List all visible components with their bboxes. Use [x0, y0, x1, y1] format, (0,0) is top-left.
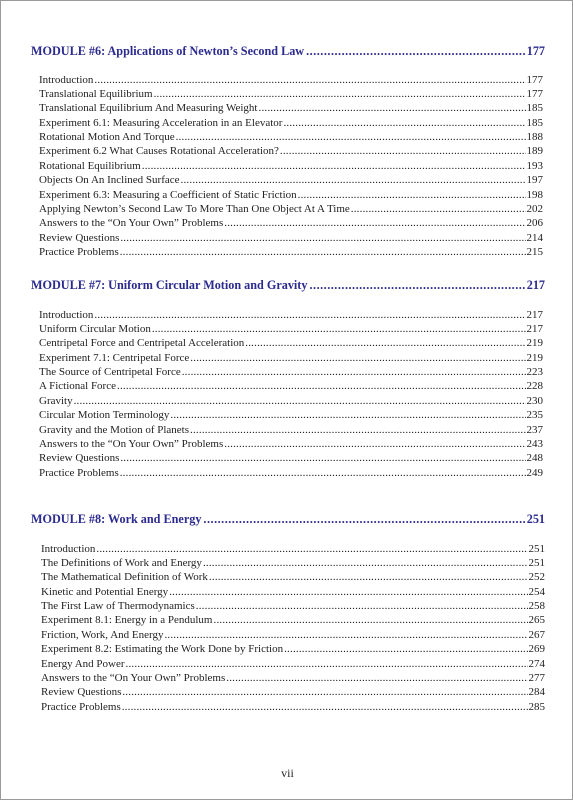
dot-leader	[169, 585, 527, 599]
entry-page-number: 237	[526, 423, 543, 436]
dot-leader	[309, 277, 524, 293]
entry-page-number: 189	[526, 145, 543, 158]
entry-page-number: 217	[526, 322, 543, 335]
toc-entry	[39, 130, 543, 144]
dot-leader	[306, 43, 525, 59]
dot-leader	[120, 466, 526, 480]
entry-page-number: 185	[526, 102, 543, 115]
entry-title: Objects On An Inclined Surface	[39, 174, 180, 187]
module-page-number: 251	[526, 512, 545, 526]
module-page-number: 177	[526, 44, 545, 58]
entry-title: Introduction	[41, 542, 96, 555]
toc-entry	[39, 159, 543, 173]
dot-leader	[152, 322, 526, 336]
entry-page-number: 285	[528, 700, 545, 713]
entry-title: Review Questions	[39, 452, 120, 465]
entry-title: Uniform Circular Motion	[39, 322, 151, 335]
entry-title: Applying Newton’s Second Law To More Than One Object At A Time	[39, 203, 350, 216]
dot-leader	[203, 556, 528, 570]
dot-leader	[122, 700, 528, 714]
page-number: vii	[281, 766, 294, 780]
toc-entry	[39, 408, 543, 422]
dot-leader	[190, 423, 525, 437]
toc-entry	[39, 379, 543, 393]
toc-entry	[41, 685, 545, 699]
entry-page-number: 243	[526, 438, 543, 451]
entry-page-number: 284	[528, 686, 545, 699]
entry-page-number: 235	[526, 409, 543, 422]
dot-leader	[214, 613, 528, 627]
module-title: MODULE #7: Uniform Circular Motion and Gravity	[31, 278, 308, 292]
module-entries	[39, 308, 543, 481]
entry-title: Rotational Motion And Torque	[39, 131, 175, 144]
entry-page-number: 193	[526, 159, 543, 172]
dot-leader	[74, 394, 526, 408]
dot-leader	[122, 685, 527, 699]
module-heading	[31, 43, 545, 59]
entry-title: Experiment 8.2: Estimating the Work Done by Friction	[41, 643, 284, 656]
entry-page-number: 217	[526, 308, 543, 321]
dot-leader	[196, 599, 528, 613]
entry-title: Experiment 8.1: Energy in a Pendulum	[41, 614, 213, 627]
toc-entry	[41, 613, 545, 627]
dot-leader	[224, 216, 525, 230]
entry-title: Experiment 6.2 What Causes Rotational Acceleration?	[39, 145, 279, 158]
entry-page-number: 223	[526, 366, 543, 379]
entry-title: Answers to the “On Your Own” Problems	[41, 672, 226, 685]
toc-entry	[39, 144, 543, 158]
entry-page-number: 197	[526, 174, 543, 187]
dot-leader	[170, 408, 525, 422]
module-entries	[39, 73, 543, 260]
dot-leader	[226, 671, 527, 685]
dot-leader	[181, 173, 526, 187]
module-entries	[41, 542, 545, 715]
entry-title: Practice Problems	[41, 700, 121, 713]
dot-leader	[164, 628, 527, 642]
module-heading	[31, 511, 545, 527]
entry-page-number: 206	[526, 217, 543, 230]
toc-entry	[41, 671, 545, 685]
dot-leader	[120, 231, 525, 245]
entry-page-number: 185	[526, 116, 543, 129]
toc-entry	[41, 700, 545, 714]
entry-title: The First Law of Thermodynamics	[41, 600, 195, 613]
entry-title: Experiment 6.1: Measuring Acceleration in an Elevator	[39, 116, 283, 129]
toc-entry	[39, 423, 543, 437]
dot-leader	[224, 437, 525, 451]
dot-leader	[120, 451, 525, 465]
entry-title: Circular Motion Terminology	[39, 409, 170, 422]
toc-entry	[41, 542, 545, 556]
entry-page-number: 219	[526, 351, 543, 364]
entry-page-number: 249	[526, 466, 543, 479]
toc-entry	[39, 245, 543, 259]
toc-entry	[39, 336, 543, 350]
dot-leader	[94, 73, 525, 87]
dot-leader	[245, 336, 525, 350]
entry-title: Translational Equilibrium	[39, 87, 153, 100]
entry-page-number: 265	[528, 614, 545, 627]
dot-leader	[96, 542, 527, 556]
toc-entry	[39, 87, 543, 101]
entry-title: Experiment 7.1: Centripetal Force	[39, 351, 190, 364]
toc-entry	[39, 466, 543, 480]
entry-title: Introduction	[39, 73, 94, 86]
toc-entry	[41, 570, 545, 584]
dot-leader	[203, 511, 524, 527]
dot-leader	[284, 642, 527, 656]
toc-entry	[39, 365, 543, 379]
toc-entry	[39, 322, 543, 336]
entry-title: Practice Problems	[39, 466, 119, 479]
entry-page-number: 202	[526, 203, 543, 216]
entry-page-number: 269	[528, 643, 545, 656]
dot-leader	[142, 159, 526, 173]
dot-leader	[94, 308, 525, 322]
entry-title: Energy And Power	[41, 657, 125, 670]
entry-title: Answers to the “On Your Own” Problems	[39, 438, 224, 451]
toc-entry	[41, 599, 545, 613]
entry-title: Translational Equilibrium And Measuring Weight	[39, 102, 258, 115]
entry-page-number: 215	[526, 246, 543, 259]
dot-leader	[126, 657, 528, 671]
module-page-number: 217	[526, 278, 545, 292]
entry-title: Practice Problems	[39, 246, 119, 259]
dot-leader	[280, 144, 526, 158]
toc-entry	[39, 116, 543, 130]
entry-page-number: 228	[526, 380, 543, 393]
dot-leader	[259, 101, 526, 115]
entry-title: Review Questions	[41, 686, 122, 699]
entry-page-number: 230	[526, 394, 543, 407]
entry-page-number: 219	[526, 337, 543, 350]
entry-title: Experiment 6.3: Measuring a Coefficient of Static Friction	[39, 188, 297, 201]
entry-title: A Fictional Force	[39, 380, 116, 393]
dot-leader	[117, 379, 526, 393]
dot-leader	[283, 116, 525, 130]
entry-title: The Source of Centripetal Force	[39, 366, 181, 379]
entry-page-number: 251	[528, 542, 545, 555]
dot-leader	[190, 351, 525, 365]
dot-leader	[182, 365, 526, 379]
entry-title: Introduction	[39, 308, 94, 321]
toc-entry	[41, 657, 545, 671]
toc-entry	[41, 585, 545, 599]
toc-entry	[41, 628, 545, 642]
dot-leader	[154, 87, 526, 101]
entry-page-number: 277	[528, 672, 545, 685]
entry-page-number: 198	[526, 188, 543, 201]
toc-entry	[39, 437, 543, 451]
toc-entry	[39, 101, 543, 115]
entry-page-number: 254	[528, 585, 545, 598]
toc-entry	[39, 202, 543, 216]
entry-title: The Definitions of Work and Energy	[41, 556, 202, 569]
entry-page-number: 274	[528, 657, 545, 670]
entry-page-number: 251	[528, 556, 545, 569]
dot-leader	[351, 202, 526, 216]
entry-page-number: 248	[526, 452, 543, 465]
entry-page-number: 177	[526, 87, 543, 100]
toc-entry	[39, 231, 543, 245]
module-title: MODULE #8: Work and Energy	[31, 512, 202, 526]
entry-title: Gravity	[39, 394, 73, 407]
entry-title: The Mathematical Definition of Work	[41, 571, 208, 584]
entry-page-number: 258	[528, 600, 545, 613]
dot-leader	[120, 245, 526, 259]
entry-title: Gravity and the Motion of Planets	[39, 423, 190, 436]
toc-entry	[41, 556, 545, 570]
entry-title: Rotational Equilibrium	[39, 159, 141, 172]
toc-entry	[39, 308, 543, 322]
toc-entry	[39, 188, 543, 202]
entry-page-number: 252	[528, 571, 545, 584]
toc-entry	[41, 642, 545, 656]
entry-page-number: 177	[526, 73, 543, 86]
dot-leader	[176, 130, 526, 144]
toc-entry	[39, 451, 543, 465]
toc-entry	[39, 351, 543, 365]
entry-page-number: 214	[526, 231, 543, 244]
toc-entry	[39, 173, 543, 187]
dot-leader	[298, 188, 526, 202]
entry-title: Kinetic and Potential Energy	[41, 585, 169, 598]
entry-title: Review Questions	[39, 231, 120, 244]
entry-title: Answers to the “On Your Own” Problems	[39, 217, 224, 230]
entry-title: Friction, Work, And Energy	[41, 628, 164, 641]
module-title: MODULE #6: Applications of Newton’s Second Law	[31, 44, 305, 58]
toc-entry	[39, 73, 543, 87]
entry-page-number: 267	[528, 628, 545, 641]
entry-page-number: 188	[526, 131, 543, 144]
dot-leader	[209, 570, 528, 584]
toc-entry	[39, 394, 543, 408]
toc-entry	[39, 216, 543, 230]
module-heading	[31, 277, 545, 293]
entry-title: Centripetal Force and Centripetal Acceleration	[39, 337, 245, 350]
